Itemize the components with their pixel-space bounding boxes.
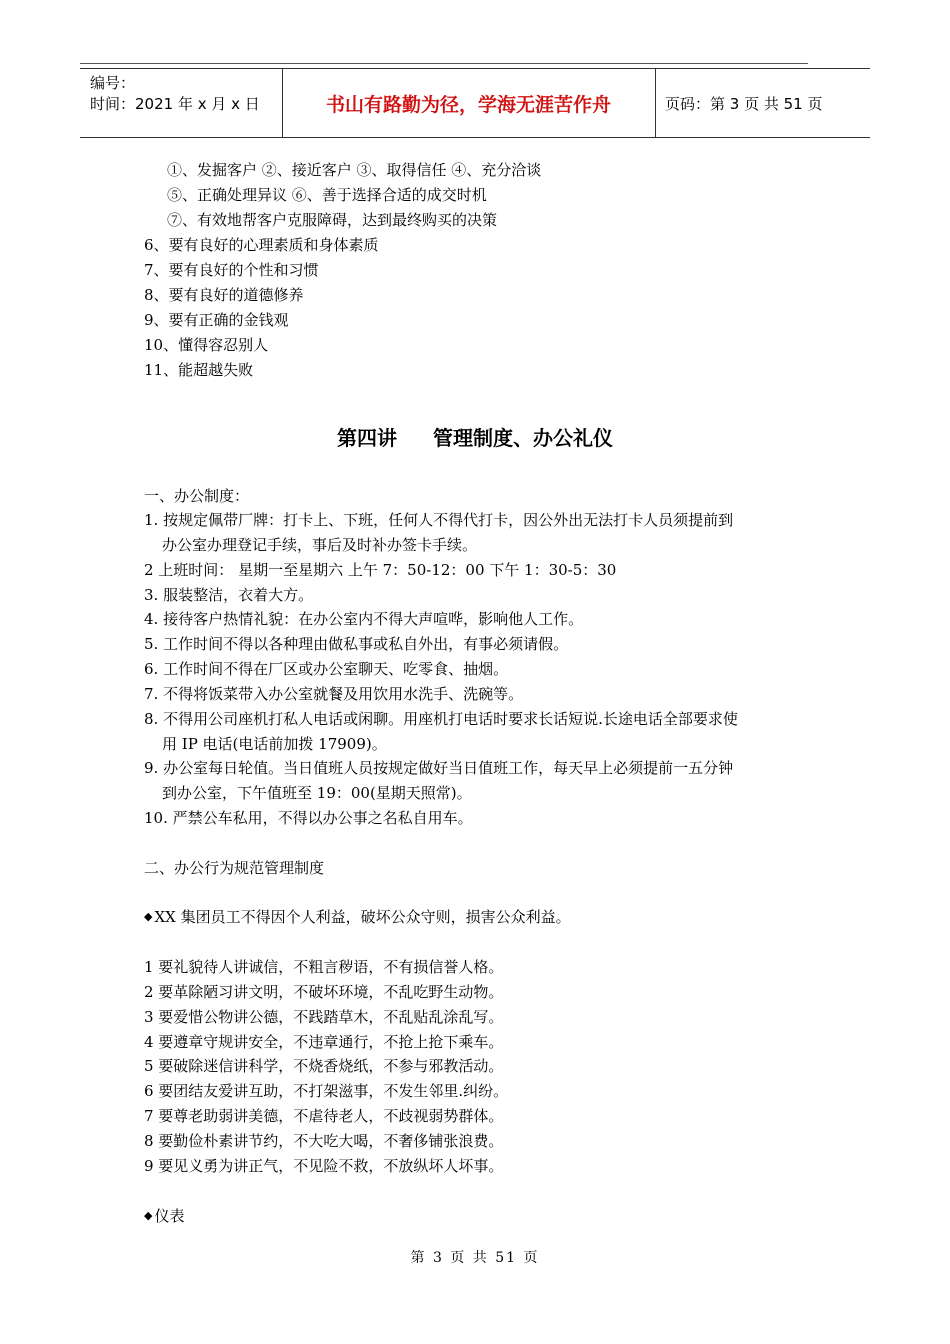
requirement-item: 11、能超越失败: [144, 361, 254, 379]
bullet-line: [144, 907, 571, 927]
bullet-line: [144, 1206, 184, 1226]
time-label: 时间：2021 年 x 月 x 日: [90, 95, 260, 113]
section-heading: 一、办公制度：: [144, 487, 250, 505]
rule-line: 3. 服装整洁，衣着大方。: [144, 586, 314, 604]
step-line: ⑦、有效地帮客户克服障碍，达到最终购买的决策: [167, 211, 498, 229]
rule-line: 4. 接待客户热情礼貌：在办公室内不得大声喧哗，影响他人工作。: [144, 610, 584, 628]
step-line: ①、发掘客户 ②、接近客户 ③、取得信任 ④、充分洽谈: [167, 161, 542, 179]
rule-line: 10. 严禁公车私用，不得以办公事之名私自用车。: [144, 809, 473, 827]
requirement-item: 6、要有良好的心理素质和身体素质: [144, 236, 379, 254]
rule-line: 用 IP 电话(电话前加拨 17909)。: [162, 735, 387, 753]
requirement-item: 10、懂得容忍别人: [144, 336, 269, 354]
page-footer: 第 3 页 共 51 页: [410, 1250, 540, 1266]
rule-line: 7. 不得将饭菜带入办公室就餐及用饮用水洗手、洗碗等。: [144, 685, 524, 703]
behavior-item: 4 要遵章守规讲安全，不违章通行，不抢上抢下乘车。: [144, 1033, 504, 1051]
document-header: [80, 68, 870, 138]
section-heading: 二、办公行为规范管理制度: [144, 859, 325, 877]
header-page-info: 页码：第 3 页 共 51 页: [665, 94, 823, 113]
behavior-item: 7 要尊老助弱讲美德，不虐待老人，不歧视弱势群体。: [144, 1107, 504, 1125]
step-line: ⑤、正确处理异议 ⑥、善于选择合适的成交时机: [167, 186, 487, 204]
behavior-item: 6 要团结友爱讲互助，不打架滋事，不发生邻里.纠纷。: [144, 1082, 509, 1100]
behavior-item: 5 要破除迷信讲科学，不烧香烧纸，不参与邪教活动。: [144, 1057, 504, 1075]
rule-line: 5. 工作时间不得以各种理由做私事或私自外出，有事必须请假。: [144, 635, 569, 653]
number-label: 编号：: [90, 74, 136, 92]
diamond-bullet-icon: ◆: [144, 1209, 153, 1222]
rule-line: 到办公室，下午值班至 19：00(星期天照常)。: [162, 784, 472, 802]
rule-line: 1. 按规定佩带厂牌：打卡上、下班，任何人不得代打卡，因公外出无法打卡人员须提前到: [144, 511, 734, 529]
rule-line: 9. 办公室每日轮值。当日值班人员按规定做好当日值班工作，每天早上必须提前一五分钟: [144, 759, 734, 777]
bullet-text: XX 集团员工不得因个人利益，破坏公众守则，损害公众利益。: [154, 908, 571, 926]
header-motto: 书山有路勤为径，学海无涯苦作舟: [325, 93, 611, 116]
lecture-name: 管理制度、办公礼仪: [433, 426, 613, 450]
rule-line: 6. 工作时间不得在厂区或办公室聊天、吃零食、抽烟。: [144, 660, 509, 678]
behavior-item: 9 要见义勇为讲正气，不见险不救，不放纵坏人坏事。: [144, 1157, 504, 1175]
header-divider: [655, 69, 656, 137]
header-meta: [90, 73, 260, 115]
behavior-item: 2 要革除陋习讲文明，不破坏环境，不乱吃野生动物。: [144, 983, 504, 1001]
requirement-item: 7、要有良好的个性和习惯: [144, 261, 319, 279]
diamond-bullet-icon: ◆: [144, 910, 153, 923]
rule-line: 8. 不得用公司座机打私人电话或闲聊。用座机打电话时要求长话短说.长途电话全部要求使: [144, 710, 738, 728]
behavior-item: 1 要礼貌待人讲诚信，不粗言秽语，不有损信誉人格。: [144, 958, 504, 976]
behavior-item: 8 要勤俭朴素讲节约，不大吃大喝，不奢侈铺张浪费。: [144, 1132, 504, 1150]
lecture-title: [0, 422, 950, 451]
bullet-text: 仪表: [154, 1207, 185, 1225]
rule-line: 2 上班时间： 星期一至星期六 上午 7：50-12：00 下午 1：30-5：30: [144, 561, 617, 579]
behavior-item: 3 要爱惜公物讲公德，不践踏草木，不乱贴乱涂乱写。: [144, 1008, 504, 1026]
requirement-item: 9、要有正确的金钱观: [144, 311, 289, 329]
rule-line: 办公室办理登记手续，事后及时补办签卡手续。: [162, 536, 478, 554]
requirement-item: 8、要有良好的道德修养: [144, 286, 304, 304]
lecture-number: 第四讲: [337, 426, 397, 450]
top-rule: [80, 63, 808, 64]
